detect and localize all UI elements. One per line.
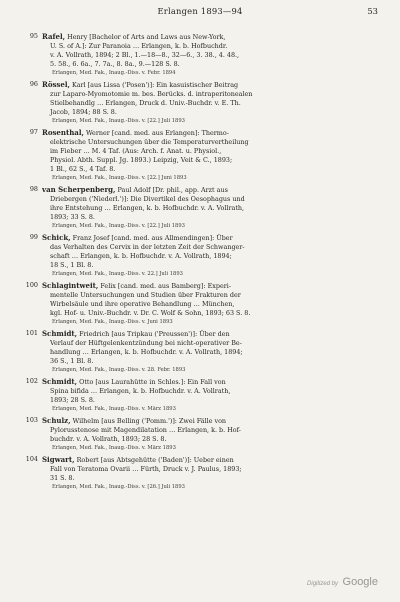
author-name: Rössel, — [42, 80, 70, 89]
entry-title-text: Werner [cand. med. aus Erlangen]: Thermo- — [85, 129, 229, 137]
entry-number: 96 — [29, 80, 38, 88]
entry-text-line: elektrische Untersuchungen über die Temperaturvertheilung — [50, 138, 249, 146]
digitized-watermark — [307, 572, 378, 590]
entry-text-line: schaft … Erlangen, k. b. Hofbuchdr. v. A. Vollrath, 1894; — [50, 252, 232, 260]
entry-text-line: 18 S., 1 Bl. 8. — [50, 261, 94, 269]
bibliography-entry — [20, 128, 378, 182]
entry-text-line: Stielbehandlg … Erlangen, Druck d. Univ.-Buchdr. v. E. Th. — [50, 99, 241, 107]
entry-text-line: Physiol. Abth. Suppl. Jg. 1893.) Leipzig, Veit & C., 1893; — [50, 156, 233, 164]
entry-text-line: ihre Entstehung … Erlangen, k. b. Hofbuchdr. v. A. Vollrath, — [50, 204, 245, 212]
entry-title-text: Karl [aus Lissa ('Posen')]: Ein kasuistischer Beitrag — [71, 81, 239, 89]
author-name: Sigwart, — [42, 455, 75, 464]
dissertation-note: Erlangen, Med. Fak., Inaug.-Diss. v. [22.] Juni 1893 — [52, 175, 187, 181]
bibliography-entry — [20, 329, 378, 374]
dissertation-note: Erlangen, Med. Fak., Inaug.-Diss. v. [22.] Juli 1893 — [52, 118, 185, 124]
entry-text-line: 1893; 28 S. 8. — [50, 396, 95, 404]
entry-number: 103 — [25, 416, 38, 424]
entry-text-line: handlung … Erlangen, k. b. Hofbuchdr. v. A. Vollrath, 1894; — [50, 348, 243, 356]
entry-text-line: zur Laparo-Myomotomie m. bes. Berücks. d. intraperitonealen — [50, 90, 253, 98]
page-number: 53 — [367, 6, 378, 16]
entry-number: 102 — [25, 377, 38, 385]
entry-text-line — [42, 128, 378, 138]
entry-text-line — [42, 80, 378, 90]
header-title: Erlangen 1893—94 — [157, 6, 243, 16]
bibliography-entry — [20, 281, 378, 326]
entry-text-line: 1 Bl., 62 S., 4 Taf. 8. — [50, 165, 116, 173]
entry-text-line — [42, 233, 378, 243]
dissertation-note: Erlangen, Med. Fak., Inaug.-Diss. v. März 1893 — [52, 406, 176, 412]
running-header — [0, 6, 400, 22]
dissertation-note: Erlangen, Med. Fak., Inaug.-Diss. v. [26.] Juli 1893 — [52, 484, 185, 490]
author-name: Rosenthal, — [42, 128, 84, 137]
entry-text-line — [42, 329, 378, 339]
entry-text-line — [42, 377, 378, 387]
entry-title-text: Paul Adolf [Dr. phil., app. Arzt aus — [117, 186, 228, 194]
entry-text-line: 1893; 33 S. 8. — [50, 213, 95, 221]
author-name: Schick, — [42, 233, 71, 242]
entry-title-text: Friedrich [aus Tripkau ('Preussen')]: Über den — [79, 330, 230, 338]
dissertation-note: Erlangen, Med. Fak., Inaug.-Diss. v. Juni 1893 — [52, 319, 173, 325]
bibliography-entry — [20, 416, 378, 452]
dissertation-note: Erlangen, Med. Fak., Inaug.-Diss. v. Febr. 1894 — [52, 70, 176, 76]
entry-text-line: das Verhalten des Cervix in der letzten Zeit der Schwanger- — [50, 243, 245, 251]
entry-text-line: v. A. Vollrath, 1894; 2 Bl., 1.—18—8., 32—6., 3. 38., 4. 48., — [50, 51, 240, 59]
entry-text-line: 36 S., 1 Bl. 8. — [50, 357, 94, 365]
watermark-prefix: Digitized by — [307, 581, 339, 587]
entry-text-line: buchdr. v. A. Vollrath, 1893; 28 S. 8. — [50, 435, 167, 443]
bibliography-entry — [20, 185, 378, 230]
author-name: Schulz, — [42, 416, 71, 425]
entry-text-line — [42, 455, 378, 465]
entry-title-text: Robert [aus Abtsgehütte ('Baden')]: Ueber einen — [76, 456, 234, 464]
entry-text-line: Wirbelsäule und ihre operative Behandlung … München, — [50, 300, 235, 308]
entry-text-line — [42, 185, 378, 195]
entry-text-line: Spina bifida … Erlangen, k. b. Hofbuchdr. v. A. Vollrath, — [50, 387, 231, 395]
entry-number: 100 — [25, 281, 38, 289]
entry-text-line: mentelle Untersuchungen und Studien über Frakturen der — [50, 291, 241, 299]
entry-title-text: Felix [cand. med. aus Bamberg]: Experi- — [100, 282, 231, 290]
bibliography-entry — [20, 455, 378, 491]
entry-text-line: im Fieber … M. 4 Taf. (Aus: Arch. f. Anat. u. Physiol., — [50, 147, 222, 155]
bibliography-entry — [20, 377, 378, 413]
entry-text-line: Jacob, 1894; 88 S. 8. — [50, 108, 117, 116]
bibliography-entry — [20, 80, 378, 125]
entry-number: 104 — [25, 455, 38, 463]
author-name: Schmidt, — [42, 377, 78, 386]
entry-title-text: Henry [Bachelor of Arts and Laws aus New-York, — [67, 33, 226, 41]
entry-number: 101 — [25, 329, 38, 337]
author-name: van Scherpenberg, — [42, 185, 116, 194]
entry-text-line — [42, 281, 378, 291]
entry-number: 97 — [29, 128, 38, 136]
entry-text-line: U. S. of A.]: Zur Paranoia … Erlangen, k. b. Hofbuchdr. — [50, 42, 228, 50]
bibliography-entry — [20, 32, 378, 77]
entry-title-text: Franz Josef [cand. med. aus Allmendingen]: Über — [72, 234, 233, 242]
entry-text-line: Pylorusstenose mit Magendilatation … Erlangen, k. b. Hof- — [50, 426, 241, 434]
dissertation-note: Erlangen, Med. Fak., Inaug.-Diss. v. [22.] Juli 1893 — [52, 223, 185, 229]
entry-text-line: Driebergen ('Niederl.')]: Die Divertikel des Oesophagus und — [50, 195, 245, 203]
bibliography-entry — [20, 233, 378, 278]
entry-text-line: Fall von Teratoma Ovarii … Fürth, Druck v. J. Paulus, 1893; — [50, 465, 242, 473]
author-name: Schlagintweit, — [42, 281, 99, 290]
dissertation-note: Erlangen, Med. Fak., Inaug.-Diss. v. 22.] Juli 1893 — [52, 271, 183, 277]
watermark-brand: Google — [342, 576, 378, 588]
entry-number: 98 — [29, 185, 38, 193]
entry-number: 99 — [29, 233, 38, 241]
dissertation-note: Erlangen, Med. Fak., Inaug.-Diss. v. 28. Febr. 1893 — [52, 367, 186, 373]
entry-text-line — [42, 32, 378, 42]
entry-title-text: Otto [aus Laurahütte in Schles.]: Ein Fall von — [79, 378, 226, 386]
author-name: Rafel, — [42, 32, 66, 41]
entry-text-line: Verlauf der Hüftgelenkentzündung bei nicht-operativer Be- — [50, 339, 242, 347]
entry-text-line: kgl. Hof- u. Univ.-Buchdr. v. Dr. C. Wolf & Sohn, 1893; 63 S. 8. — [50, 309, 251, 317]
entry-text-line — [42, 416, 378, 426]
author-name: Schmidt, — [42, 329, 78, 338]
dissertation-note: Erlangen, Med. Fak., Inaug.-Diss. v. März 1893 — [52, 445, 176, 451]
entry-title-text: Wilhelm [aus Belling ('Pomm.')]: Zwei Fälle von — [72, 417, 227, 425]
entry-number: 95 — [29, 32, 38, 40]
entry-list — [20, 32, 378, 494]
entry-text-line: 5. 58., 6. 6a., 7. 7a., 8. 8a., 9.—128 S. 8. — [50, 60, 180, 68]
entry-text-line: 31 S. 8. — [50, 474, 75, 482]
